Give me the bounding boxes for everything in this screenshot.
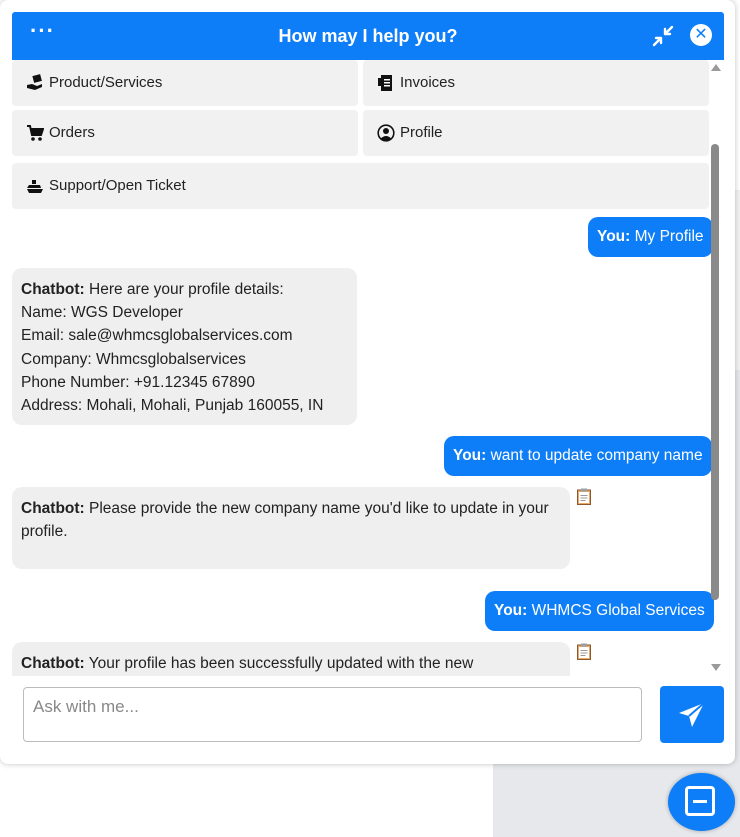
messages-area[interactable] bbox=[12, 60, 724, 676]
quick-action-label: Profile bbox=[400, 124, 443, 141]
message-sender: You: bbox=[453, 447, 487, 464]
message-sender: Chatbot: bbox=[21, 500, 85, 517]
profile-email: Email: sale@whmcsglobalservices.com bbox=[21, 327, 293, 345]
send-icon bbox=[678, 702, 706, 728]
scroll-up-arrow-icon[interactable] bbox=[711, 64, 721, 71]
quick-action-product-services[interactable] bbox=[12, 60, 358, 106]
clipboard-icon[interactable] bbox=[577, 643, 591, 660]
quick-action-support-ticket[interactable] bbox=[12, 163, 709, 209]
message-text: My Profile bbox=[634, 228, 704, 245]
message-text: Please provide the new company name you'd like to update in your profile. bbox=[21, 500, 549, 541]
profile-name: Name: WGS Developer bbox=[21, 304, 183, 322]
quick-action-label: Invoices bbox=[400, 74, 456, 91]
chat-input-wrapper bbox=[23, 687, 642, 742]
user-message bbox=[444, 436, 712, 476]
minimize-window-icon bbox=[685, 786, 715, 816]
ship-icon bbox=[26, 177, 44, 195]
chat-title: How may I help you? bbox=[278, 26, 458, 46]
hand-box-icon bbox=[26, 74, 44, 92]
user-message bbox=[588, 217, 713, 257]
cart-icon bbox=[26, 124, 44, 142]
scroll-thumb[interactable] bbox=[711, 144, 719, 600]
message-text: Here are your profile details: bbox=[89, 281, 284, 298]
profile-company: Company: Whmcsglobalservices bbox=[21, 350, 246, 368]
quick-action-invoices[interactable] bbox=[363, 60, 709, 106]
chat-launcher-button[interactable] bbox=[668, 773, 735, 831]
close-icon[interactable]: ✕ bbox=[690, 24, 712, 46]
quick-action-label: Support/Open Ticket bbox=[49, 177, 186, 194]
quick-action-label: Orders bbox=[49, 124, 95, 141]
bot-message bbox=[12, 642, 570, 676]
message-text: want to update company name bbox=[490, 447, 703, 464]
message-sender: You: bbox=[597, 228, 631, 245]
message-text: Your profile has been successfully updated with the new bbox=[88, 655, 474, 672]
profile-address: Address: Mohali, Mohali, Punjab 160055, IN bbox=[21, 397, 324, 415]
user-circle-icon bbox=[377, 124, 395, 142]
invoice-icon bbox=[377, 74, 395, 92]
more-options-icon[interactable]: ··· bbox=[30, 18, 55, 43]
quick-action-orders[interactable] bbox=[12, 110, 358, 156]
scroll-down-arrow-icon[interactable] bbox=[711, 664, 721, 671]
message-sender: Chatbot: bbox=[21, 655, 85, 672]
send-button[interactable] bbox=[660, 686, 724, 743]
minimize-icon[interactable] bbox=[652, 25, 674, 47]
bot-message bbox=[12, 268, 357, 425]
clipboard-icon[interactable] bbox=[577, 488, 591, 505]
message-sender: You: bbox=[494, 602, 528, 619]
message-sender: Chatbot: bbox=[21, 281, 85, 298]
messages-scrollbar[interactable] bbox=[710, 62, 720, 674]
chat-header bbox=[12, 12, 724, 60]
profile-phone: Phone Number: +91.12345 67890 bbox=[21, 373, 255, 391]
quick-action-profile[interactable] bbox=[363, 110, 709, 156]
message-text: WHMCS Global Services bbox=[531, 602, 705, 619]
chat-input[interactable] bbox=[31, 696, 625, 718]
quick-action-label: Product/Services bbox=[49, 74, 163, 91]
user-message bbox=[485, 591, 714, 631]
bot-message bbox=[12, 487, 570, 569]
